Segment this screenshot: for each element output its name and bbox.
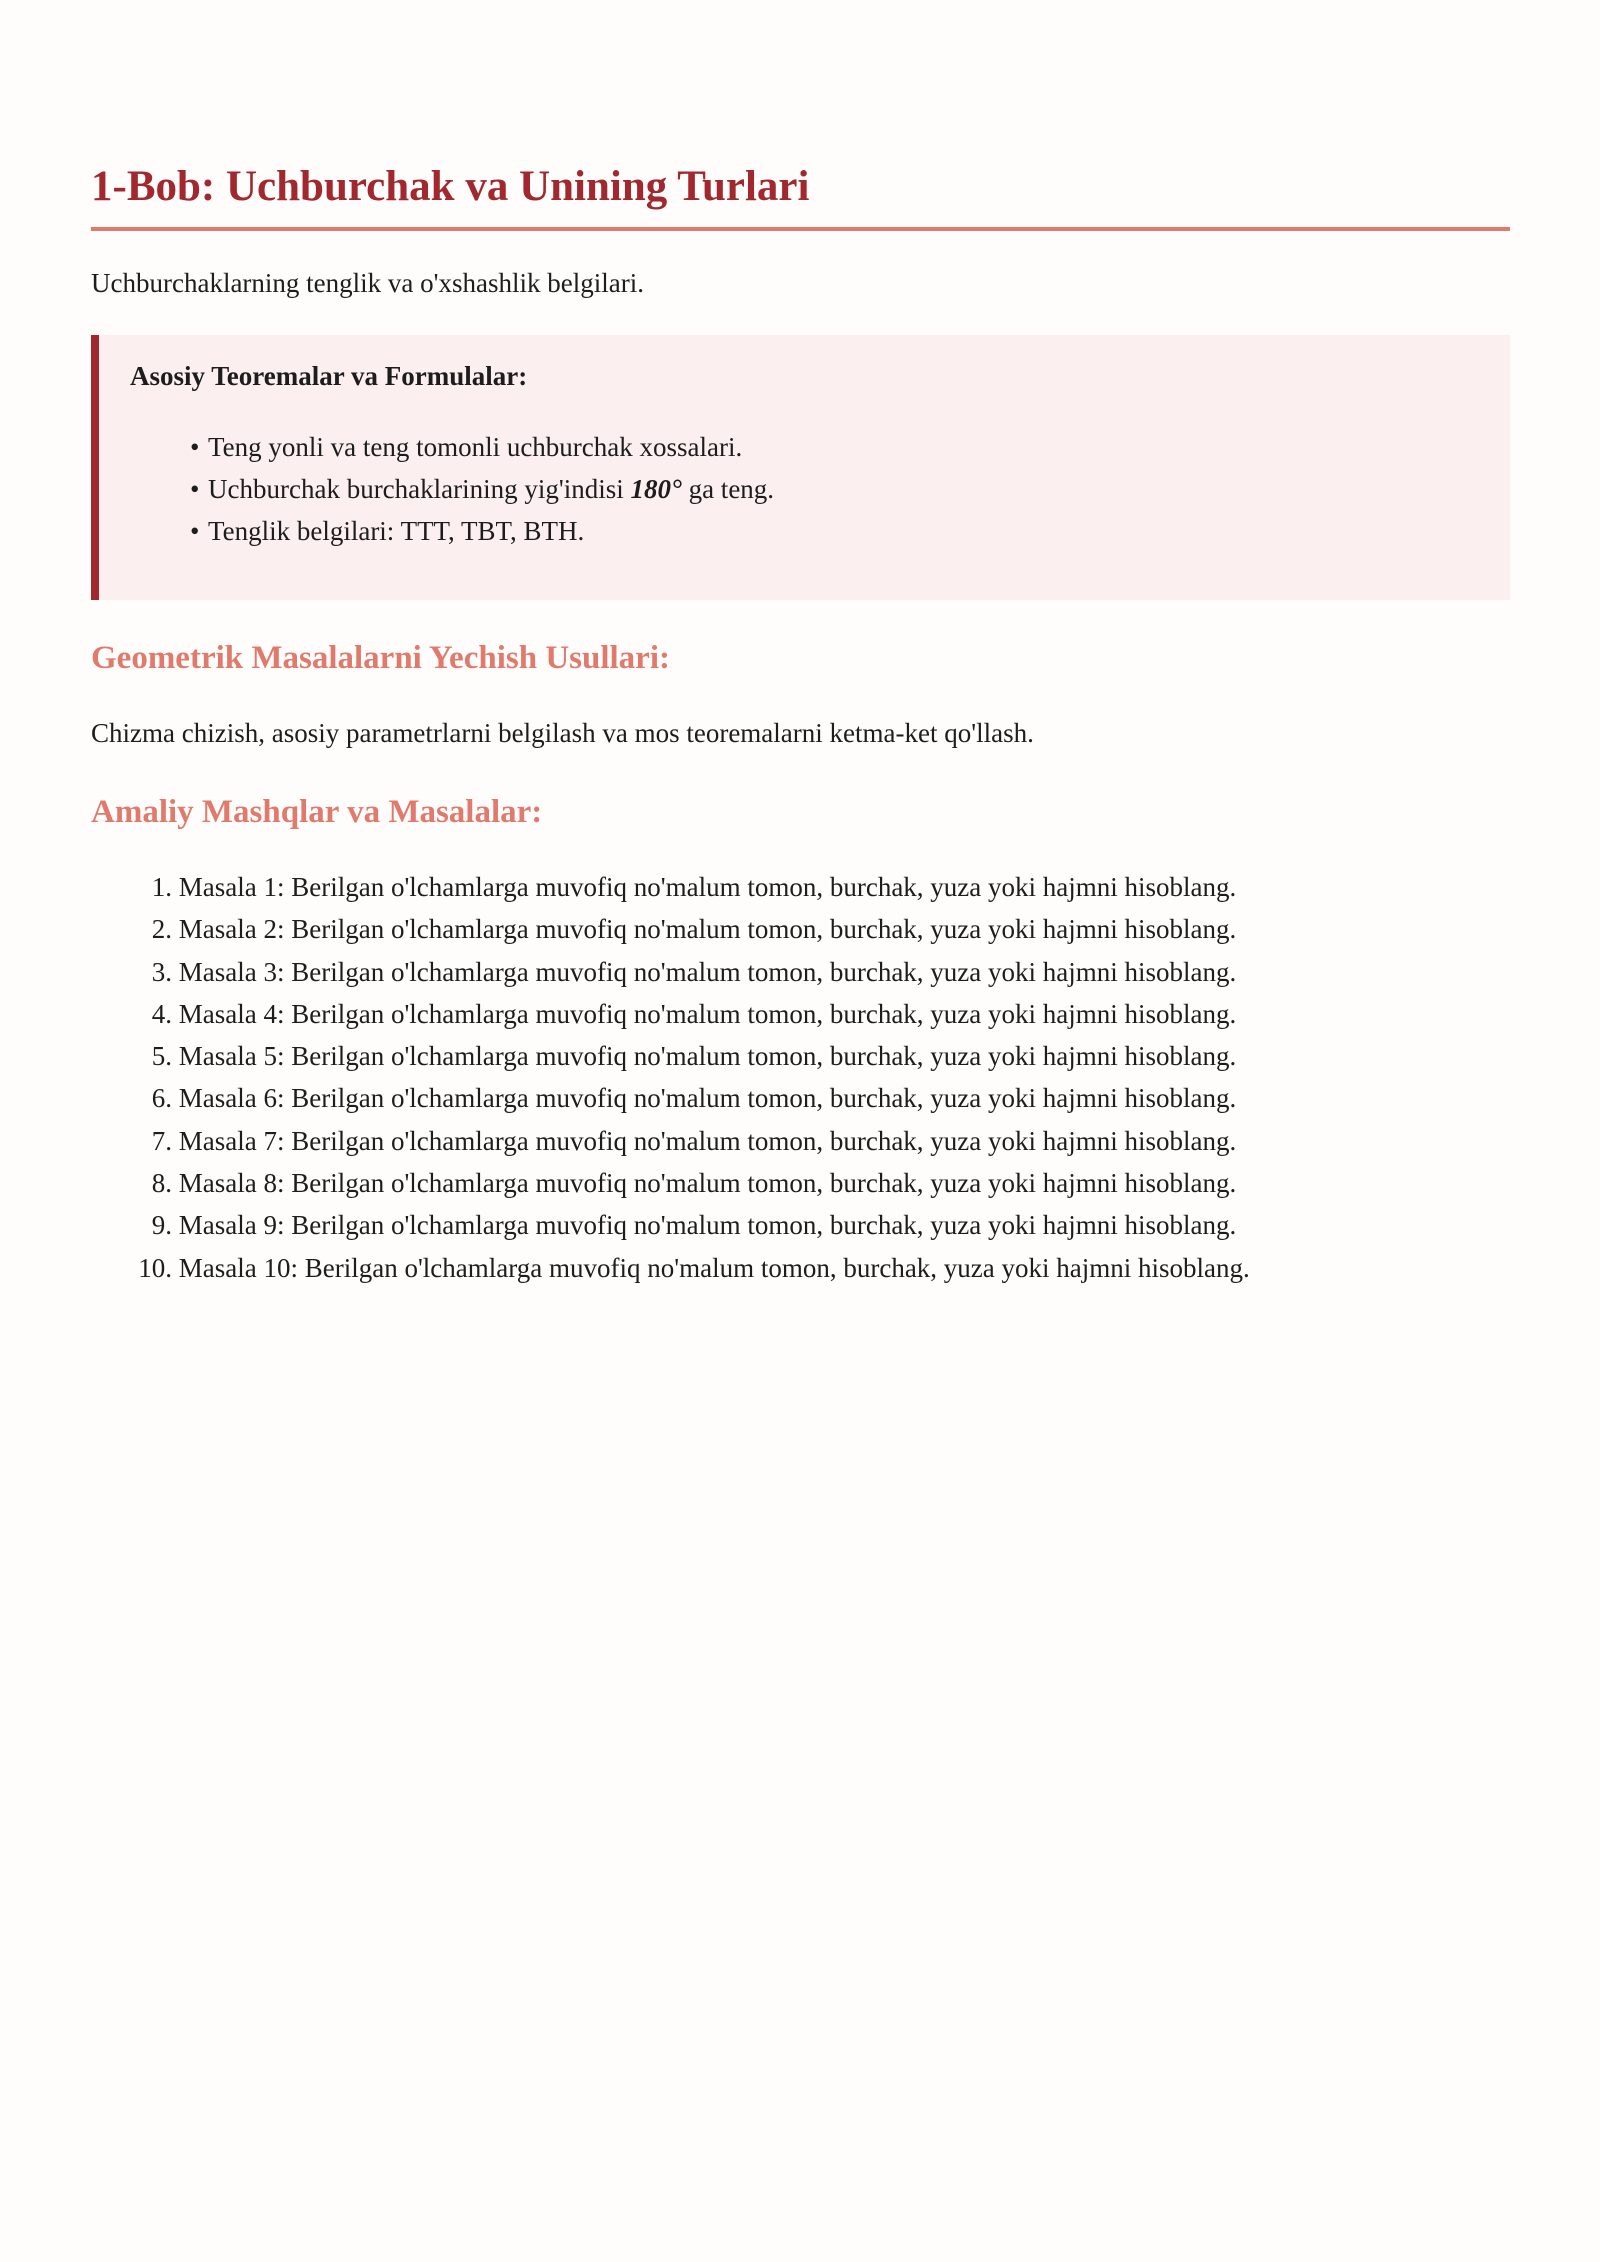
list-item-number: 5. — [151, 1041, 172, 1072]
list-item — [91, 1120, 1250, 1162]
list-item-number: 3. — [151, 956, 172, 987]
list-item-number: 6. — [151, 1083, 172, 1114]
theorems-list — [190, 426, 774, 552]
exercises-heading: Amaliy Mashqlar va Masalalar: — [91, 794, 543, 830]
list-item-text: Masala 8: Berilgan o'lchamlarga muvofiq no'malum tomon, burchak, yuza yoki hajmni hisoblang. — [178, 1168, 1237, 1199]
list-item-text: Masala 9: Berilgan o'lchamlarga muvofiq no'malum tomon, burchak, yuza yoki hajmni hisoblang. — [178, 1210, 1237, 1241]
methods-text: Chizma chizish, asosiy parametrlarni belgilash va mos teoremalarni ketma-ket qo'llash. — [91, 718, 1034, 748]
list-item-number: 2. — [151, 914, 172, 945]
list-item — [91, 1035, 1250, 1077]
list-item-text: Masala 4: Berilgan o'lchamlarga muvofiq no'malum tomon, burchak, yuza yoki hajmni hisoblang. — [178, 998, 1237, 1029]
list-item — [91, 1077, 1250, 1119]
bullet-icon: • — [190, 432, 200, 462]
list-item-number: 1. — [151, 872, 172, 902]
list-item-number: 10. — [138, 1252, 172, 1283]
list-item-number: 7. — [151, 1125, 172, 1156]
list-item-number: 9. — [151, 1210, 172, 1241]
list-item-text: ga teng. — [681, 474, 775, 504]
list-item — [190, 510, 774, 552]
theorems-callout — [91, 335, 1510, 600]
chapter-title: 1-Bob: Uchburchak va Unining Turlari — [91, 163, 810, 210]
list-item — [91, 1204, 1250, 1246]
list-item — [190, 468, 774, 510]
list-item-text: Masala 5: Berilgan o'lchamlarga muvofiq no'malum tomon, burchak, yuza yoki hajmni hisoblang. — [178, 1041, 1237, 1072]
list-item — [91, 1162, 1250, 1204]
methods-heading: Geometrik Masalalarni Yechish Usullari: — [91, 640, 670, 676]
list-item-text: Masala 7: Berilgan o'lchamlarga muvofiq no'malum tomon, burchak, yuza yoki hajmni hisoblang. — [178, 1125, 1237, 1156]
list-item-number: 8. — [151, 1168, 172, 1199]
list-item — [91, 1247, 1250, 1289]
list-item-text: Teng yonli va teng tomonli uchburchak xossalari. — [208, 432, 743, 462]
list-item-text: Masala 6: Berilgan o'lchamlarga muvofiq no'malum tomon, burchak, yuza yoki hajmni hisoblang. — [178, 1083, 1237, 1114]
chapter-intro: Uchburchaklarning tenglik va o'xshashlik belgilari. — [91, 268, 644, 298]
bullet-icon: • — [190, 516, 200, 546]
exercises-list — [91, 866, 1250, 1289]
bullet-icon: • — [190, 474, 200, 504]
list-item — [190, 426, 774, 468]
list-item-text: Uchburchak burchaklarining yig'indisi — [208, 474, 631, 504]
callout-title: Asosiy Teoremalar va Formulalar: — [130, 361, 528, 391]
list-item-text: Tenglik belgilari: TTT, TBT, BTH. — [208, 516, 585, 546]
list-item — [91, 993, 1250, 1035]
list-item-text: Masala 10: Berilgan o'lchamlarga muvofiq no'malum tomon, burchak, yuza yoki hajmni hisoblang. — [178, 1252, 1250, 1283]
angle-sum-value: 180° — [630, 474, 682, 504]
list-item-number: 4. — [151, 998, 172, 1029]
list-item — [91, 951, 1250, 993]
title-divider — [91, 227, 1510, 231]
list-item-text: Masala 2: Berilgan o'lchamlarga muvofiq no'malum tomon, burchak, yuza yoki hajmni hisoblang. — [178, 914, 1237, 945]
list-item-text: Masala 1: Berilgan o'lchamlarga muvofiq no'malum tomon, burchak, yuza yoki hajmni hisoblang. — [178, 872, 1237, 902]
list-item — [91, 908, 1250, 950]
list-item-text: Masala 3: Berilgan o'lchamlarga muvofiq no'malum tomon, burchak, yuza yoki hajmni hisoblang. — [178, 956, 1237, 987]
list-item — [91, 866, 1250, 908]
